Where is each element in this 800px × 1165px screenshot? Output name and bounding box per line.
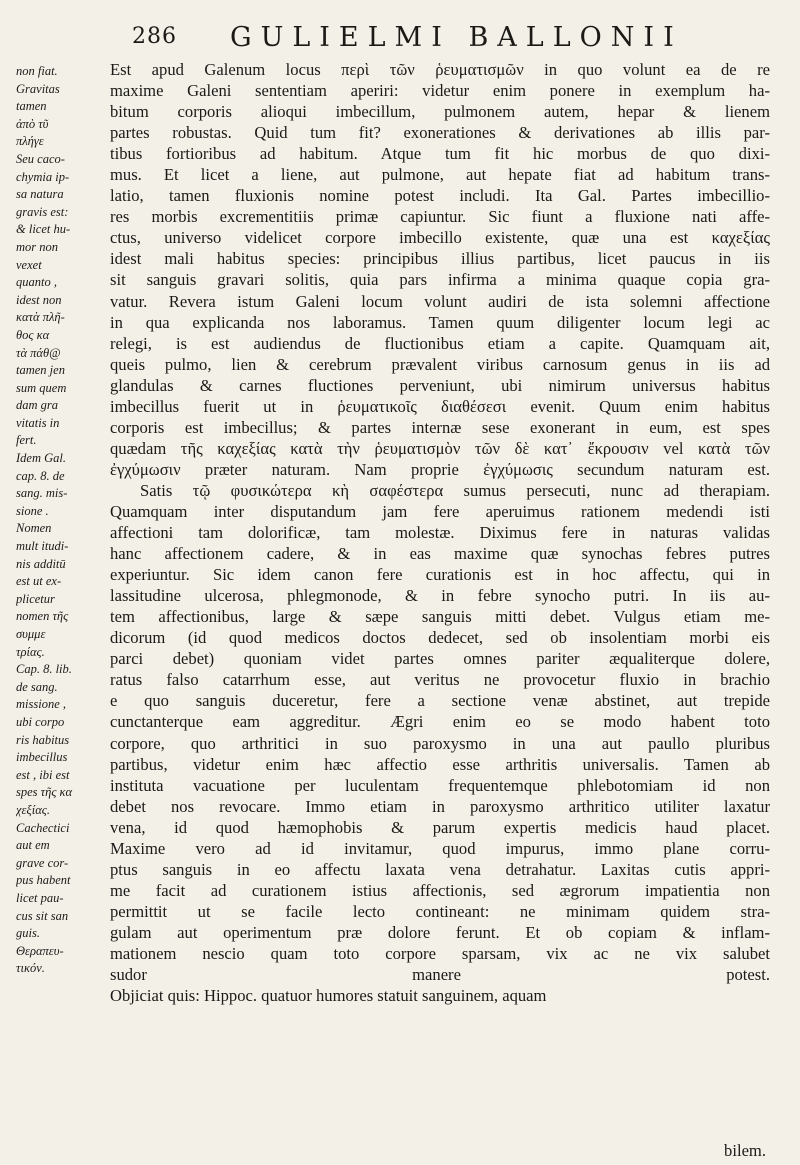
text-line: latio, tamen fluxionis nomine potest includi. Ita Gal. Partes imbecillio- — [110, 186, 770, 206]
page-header — [0, 18, 800, 58]
margin-note-line: sa natura — [16, 187, 64, 202]
text-line: Objiciat quis: Hippoc. quatuor humores statuit sanguinem, aquam — [110, 986, 547, 1006]
text-line: ctus, universo videlicet corpore imbecillo existente, quæ una est καχεξίας — [110, 228, 770, 248]
text-line: sudor manere potest. — [110, 965, 770, 985]
margin-note-line: vexet — [16, 257, 42, 272]
margin-note-line: vitatis in — [16, 415, 60, 430]
text-line: sit sanguis gravari solitis, quia pars infirma a minima quaque copia gra- — [110, 270, 770, 290]
text-line: partibus, videtur enim hæc affectio esse arthritis universalis. Tamen ab — [110, 754, 770, 774]
margin-note-line: & licet hu- — [16, 222, 71, 237]
text-line: ἐγχύμωσιν præter naturam. Nam proprie ἐγχύμωσις secundum naturam est. — [110, 459, 770, 479]
margin-note-line: aut em — [16, 838, 50, 853]
margin-note-line: plicetur — [16, 591, 55, 606]
text-line: affectioni tam dolorificæ, tam molestæ. Diximus fere in naturas validas — [110, 523, 770, 543]
text-line: relegi, is est audiendus de fluctionibus etiam a capite. Quamquam ait, — [110, 333, 770, 353]
text-line: corporis est imbecillus; & partes internæ sese exonerant in eum, est spes — [110, 417, 770, 437]
margin-note-line: idest non — [16, 292, 62, 307]
catchword: bilem. — [724, 1141, 766, 1160]
text-line: lassitudine ulcerosa, phlegmonode, & in febre synocho putri. In iis au- — [110, 586, 770, 606]
margin-note-line: guis. — [16, 926, 40, 941]
text-line: imbecillus fuerit ut in ῥευματικοῖς διαθέσεσι evenit. Quum enim habitus — [110, 396, 770, 416]
margin-note-line: missione , — [16, 697, 66, 712]
text-line: me facit ad curationem istius affectionis, sed ægrorum impatientia non — [110, 880, 770, 900]
margin-note-line: pus habent — [16, 873, 71, 888]
text-line: cunctanterque eam aggreditur. Ægri enim eo se modo habent toto — [110, 712, 770, 732]
text-line: gulam aut operimentum præ dolore ferunt. Et ob copiam & inflam- — [110, 922, 770, 942]
margin-note-line: ris habitus — [16, 732, 70, 747]
text-line: res morbis excrementitiis primæ capiuntur. Sic fiunt a fluxione nati affe- — [110, 207, 770, 227]
margin-note-line: cus sit san — [16, 908, 69, 923]
margin-note-line: θος κα — [16, 327, 50, 342]
text-line: glandulas & carnes fluctiones perveniunt, ubi nimirum universus habitus — [110, 375, 770, 395]
margin-note-line: sang. mis- — [16, 486, 68, 501]
margin-note-line: spes τῆς κα — [16, 785, 73, 800]
margin-note-line: Nomen — [16, 521, 52, 536]
running-head: GULIELMI BALLONII — [230, 22, 683, 53]
margin-note-line: mor non — [16, 239, 59, 254]
text-line: Satis τῷ φυσικώτερα κὴ σαφέστερα sumus persecuti, nunc ad therapiam. — [140, 480, 770, 500]
text-line: e quo sanguis duceretur, fere a sectione venæ abstinet, aut trepide — [110, 691, 770, 711]
margin-note-line: gravis est: — [16, 204, 69, 219]
text-line: mationem nescio quam toto corpore sparsam, vix ac ne vix salubet — [110, 943, 770, 963]
margin-notes — [16, 63, 116, 978]
margin-note-line: τρίας. — [16, 644, 45, 659]
text-line: vena, id quod hæmophobis & parum expertis medicis haud placet. — [110, 817, 770, 837]
text-line: dicorum (id quod medicos doctos dedecet, sed ob insolentiam morbi eis — [110, 628, 770, 648]
text-line: quædam τῆς καχεξίας κατὰ τὴν ῥευματισμὸν τῶν δὲ κατ᾽ ἔκρουσιν vel κατὰ τῶν — [110, 438, 770, 458]
text-line: instituta vacuatione per luculentam frequentemque phlebotomiam id non — [110, 775, 770, 795]
margin-note-line: nis additū — [16, 556, 66, 571]
text-line: debet nos revocare. Immo etiam in paroxysmo arthritico utiliter laxatur — [110, 796, 770, 816]
margin-note-line: dam gra — [16, 398, 59, 413]
text-line: corpore, quo arthritici in suo paroxysmo in una aut paullo pluribus — [110, 733, 770, 753]
margin-note-line: χεξίας. — [16, 802, 51, 817]
page-number: 286 — [132, 24, 177, 49]
margin-note-line: quanto , — [16, 275, 57, 290]
text-line: ptus sanguis in eo affectu laxata vena detrahatur. Laxitas cutis appri- — [110, 859, 770, 879]
margin-note-line: chymia ip- — [16, 169, 70, 184]
margin-note-line: Cap. 8. lib. — [16, 662, 72, 677]
margin-note-line: de sang. — [16, 679, 58, 694]
text-line: queis pulmo, lien & cerebrum prævalent viribus carnosum genus in iis ad — [110, 354, 770, 374]
margin-note-line: sione . — [16, 503, 49, 518]
margin-note-line: mult itudi- — [16, 539, 69, 554]
margin-note-line: Idem Gal. — [16, 451, 66, 466]
text-line: tem affectionibus, large & sæpe sanguis mitti debet. Vulgus etiam me- — [110, 607, 770, 627]
margin-note-line: cap. 8. de — [16, 468, 65, 483]
text-line: idest mali habitus species: principibus illius partibus, licet paucus in iis — [110, 249, 770, 269]
main-text — [110, 59, 770, 1006]
text-line: Quamquam inter disputandum jam fere aperuimus rationem medendi isti — [110, 501, 770, 521]
text-line: bitum corporis alioqui imbecillum, pulmonem autem, hepar & lienem — [110, 102, 770, 122]
margin-note-line: est ut ex- — [16, 574, 62, 589]
margin-note-line: κατὰ πλῆ- — [16, 310, 65, 325]
text-line: tibus fortioribus ad habitum. Atque tum fit hic morbus de quo dixi- — [110, 144, 770, 164]
margin-note-line: est , ibi est — [16, 767, 70, 782]
margin-note-line: imbecillus — [16, 750, 68, 765]
margin-note-line: Gravitas — [16, 81, 60, 96]
margin-note-line: τικόν. — [16, 961, 45, 976]
text-line: hanc affectionem cadere, & in eas maxime quæ synochas febres putres — [110, 544, 770, 564]
margin-note-line: ἀπὸ τῦ — [16, 116, 49, 131]
margin-note-line: πλήγε — [16, 134, 44, 149]
margin-note-line: ubi corpo — [16, 714, 65, 729]
margin-note-line: Θεραπευ- — [16, 943, 64, 958]
margin-note-line: Seu caco- — [16, 151, 65, 166]
margin-note-line: τὰ πάθ@ — [16, 345, 61, 360]
margin-note-line: tamen jen — [16, 363, 65, 378]
text-line: vatur. Revera istum Galeni locum volunt audiri de ista solemni affectione — [110, 291, 770, 311]
margin-note-line: tamen — [16, 99, 47, 114]
margin-note-line: non fiat. — [16, 64, 58, 78]
margin-note-line: συμμε — [16, 627, 46, 641]
text-line: mus. Et licet a liene, aut pulmone, aut hepate fiat ad habitum trans- — [110, 165, 770, 185]
margin-note-line: grave cor- — [16, 855, 69, 870]
margin-note-line: Cachectici — [16, 820, 70, 835]
margin-note-line: fert. — [16, 433, 37, 448]
margin-note-line: sum quem — [16, 380, 67, 395]
text-line: partes robustas. Quid tum fit? exonerationes & derivationes ab illis par- — [110, 123, 770, 143]
margin-note-line: licet pau- — [16, 890, 64, 905]
text-line: Est apud Galenum locus περὶ τῶν ῥευματισμῶν in quo volunt ea de re — [110, 60, 770, 79]
text-line: maxime Galeni sententiam aperiri: videtur enim ponere in exemplum ha- — [110, 81, 770, 101]
text-line: permittit ut se facile lecto contineant: ne minimam quidem stra- — [110, 901, 770, 921]
text-line: ratus falso catarrhum esse, aut veritus ne provocetur fluxio in brachio — [110, 670, 770, 690]
text-line: in qua explicanda nos laboramus. Tamen quum diligenter locum legi ac — [110, 312, 770, 332]
text-line: parci debet) quoniam videt partes omnes pariter æqualiterque dolere, — [110, 649, 770, 669]
text-line: experiuntur. Sic idem canon fere curationis est in hoc affectu, qui in — [110, 565, 770, 585]
text-line: Maxime vero ad id invitamur, quod impurus, immo plane corru- — [110, 838, 770, 858]
margin-note-line: nomen τῆς — [16, 609, 69, 624]
